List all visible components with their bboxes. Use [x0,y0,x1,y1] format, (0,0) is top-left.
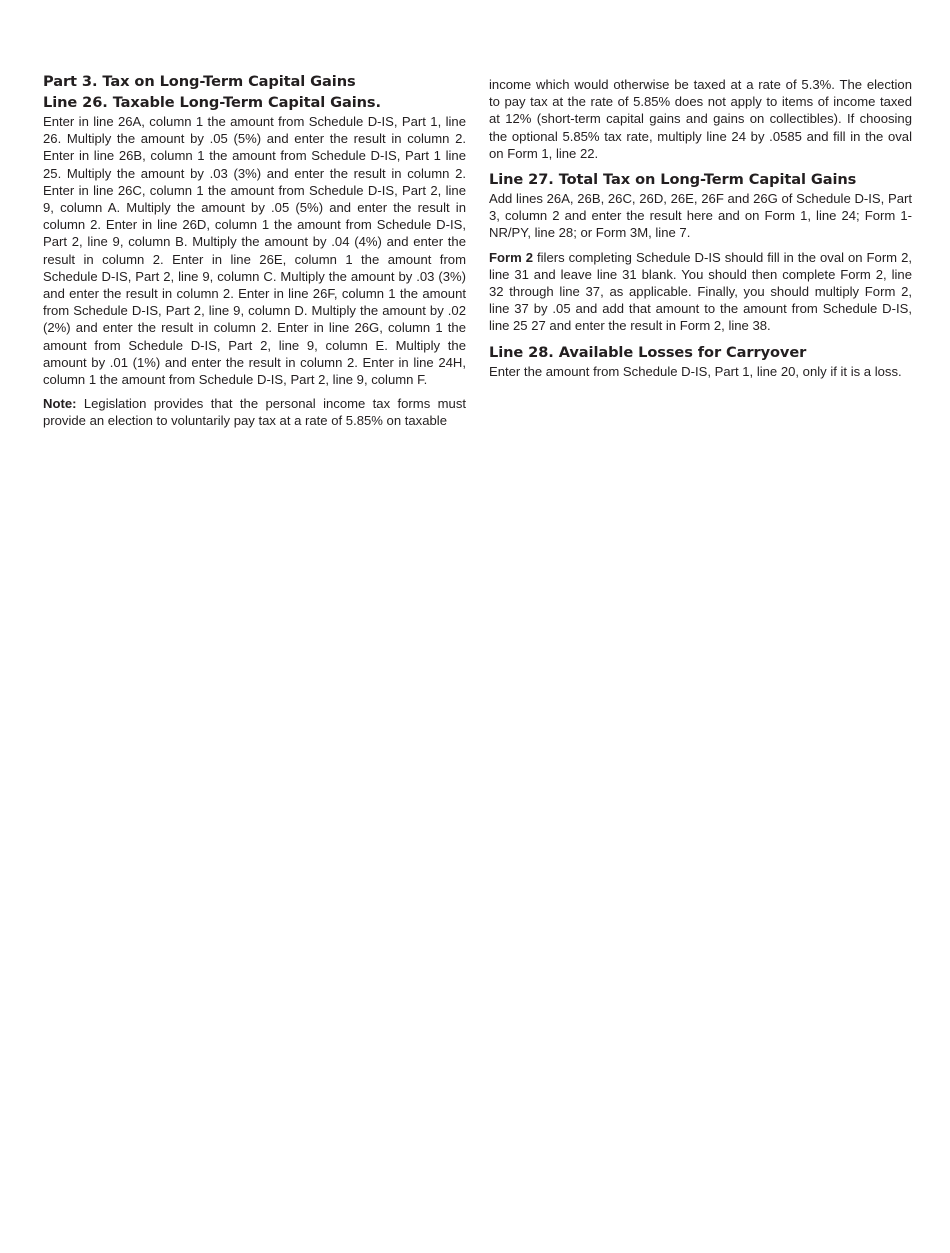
part3-heading: Part 3. Tax on Long-Term Capital Gains [43,73,356,90]
line28-instructions: Enter the amount from Schedule D-IS, Part 1, line 20, only if it is a loss. [489,363,902,379]
line27-instructions: Add lines 26A, 26B, 26C, 26D, 26E, 26F and 26G of Schedule D-IS, Part 3, column 2 and enter the result here and on Form 1, line 24; Form 1-NR/PY, line 28; or Form 3M, line 7. [489,191,912,241]
form2-paragraph [489,249,912,335]
form2-text: filers completing Schedule D-IS should fill in the oval on Form 2, line 31 and leave line 31 blank. You should then complete Form 2, line 32 through line 37, as applicable. Finally, you should multiply Form 2, line 37 by .05 and add that amount to the amount from Schedule D-IS, line 25 27 and enter the result in Form 2, line 38. [489,249,913,334]
line28-heading: Line 28. Available Losses for Carryover [489,343,807,361]
document-page [43,72,912,430]
note-continued: income which would otherwise be taxed at a rate of 5.3%. The election to pay tax at the rate of 5.85% does not apply to items of income taxed at 12% (short-term capital gains and gains on collectibles). If choosing the optional 5.85% tax rate, multiply line 24 by .0585 and fill in the oval on Form 1, line 22. [489,77,912,161]
line27-heading: Line 27. Total Tax on Long-Term Capital Gains [489,171,857,189]
line26-instructions: Enter in line 26A, column 1 the amount from Schedule D-IS, Part 1, line 26. Multiply the amount by .05 (5%) and enter the result in column 2. Enter in line 26B, column 1 the amount from Schedule D-IS, Part 1 line 25. Multiply the amount by .03 (3%) and enter the result in column 2. Enter in line 26C, column 1 the amount from Schedule D-IS, Part 2, line 9, column A. Multiply the amount by .05 (5%) and enter the result in column 2. Enter in line 26D, column 1 the amount from Schedule D-IS, Part 2, line 9, column B. Multiply the amount by .04 (4%) and enter the result in column 2. Enter in line 26E, column 1 the amount from Schedule D-IS, Part 2, line 9, column C. Multiply the amount by .03 (3%) and enter the result in column 2. Enter in line 26F, column 1 the amount from Schedule D-IS, Part 2, line 9, column D. Multiply the amount by .02 (2%) and enter the result in column 2. Enter in line 26G, column 1 the amount from Schedule D-IS, Part 2, line 9, column E. Multiply the amount by .01 (1%) and enter the result in column 2. Enter in line 24H, column 1 the amount from Schedule D-IS, Part 2, line 9, column F. [43,114,466,388]
line26-heading: Line 26. Taxable Long-Term Capital Gains. [43,94,381,111]
note-text: Legislation provides that the personal income tax forms must provide an election to voluntarily pay tax at a rate of 5.85% on taxable [43,396,466,429]
note-paragraph [43,395,466,429]
note-label: Note: [43,396,77,412]
right-column [489,72,912,430]
form2-label: Form 2 [489,249,534,265]
left-column [43,72,466,430]
